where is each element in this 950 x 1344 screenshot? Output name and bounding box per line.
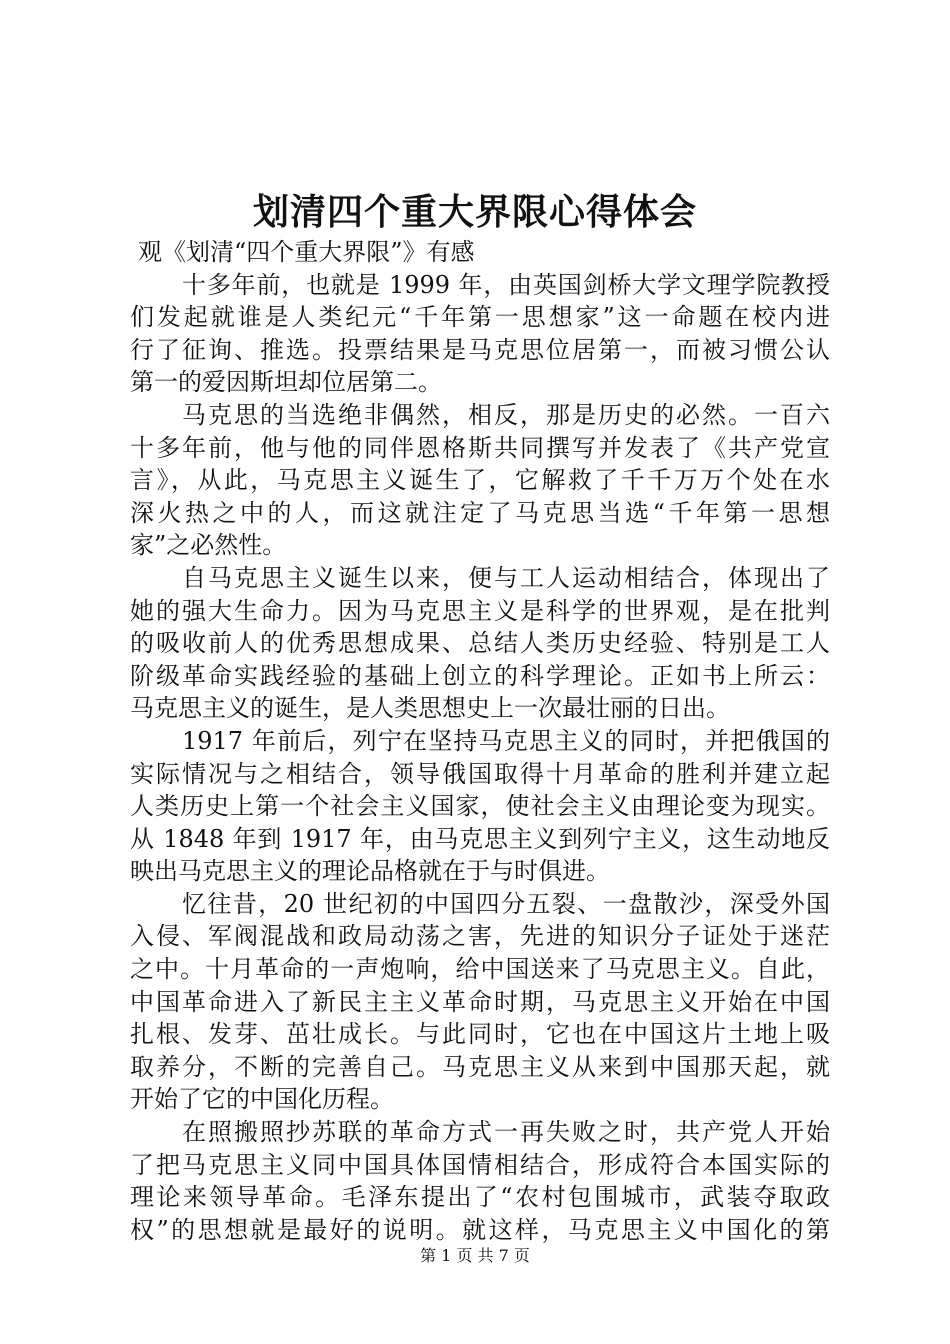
paragraph-line: 她的强大生命力。因为马克思主义是科学的世界观，是在批判	[130, 596, 830, 625]
paragraph-line: 阶级革命实践经验的基础上创立的科学理论。正如书上所云：	[130, 661, 830, 690]
paragraph-line: 在照搬照抄苏联的革命方式一再失败之时，共产党人开始	[182, 1118, 830, 1147]
document-title: 划清四个重大界限心得体会	[252, 191, 697, 233]
paragraph-line: 映出马克思主义的理论品格就在于与时俱进。	[130, 857, 610, 886]
paragraph-line: 从 1848 年到 1917 年，由马克思主义到列宁主义，这生动地反	[130, 824, 830, 853]
paragraph-line: 的吸收前人的优秀思想成果、总结人类历史经验、特别是工人	[130, 629, 830, 658]
paragraph-line: 1917 年前后，列宁在坚持马克思主义的同时，并把俄国的	[182, 726, 830, 755]
document-subtitle: 观《划清“四个重大界限”》有感	[138, 238, 475, 266]
paragraph-line: 中国革命进入了新民主主义革命时期，马克思主义开始在中国	[130, 987, 830, 1016]
paragraph-line: 行了征询、推选。投票结果是马克思位居第一，而被习惯公认	[130, 335, 830, 364]
paragraph-line: 入侵、军阀混战和政局动荡之害，先进的知识分子证处于迷茫	[130, 922, 830, 951]
page-number-footer: 第 1 页 共 7 页	[420, 1246, 530, 1265]
paragraph-line: 开始了它的中国化历程。	[130, 1085, 394, 1114]
paragraph-line: 扎根、发芽、茁壮成长。与此同时，它也在中国这片土地上吸	[130, 1020, 830, 1049]
paragraph-line: 取养分，不断的完善自己。马克思主义从来到中国那天起，就	[130, 1052, 830, 1081]
paragraph-line: 自马克思主义诞生以来，便与工人运动相结合，体现出了	[182, 563, 830, 592]
paragraph-line: 马克思的当选绝非偶然，相反，那是历史的必然。一百六	[182, 400, 830, 429]
paragraph-line: 权”的思想就是最好的说明。就这样，马克思主义中国化的第	[130, 1215, 830, 1244]
paragraph-line: 深火热之中的人，而这就注定了马克思当选“千年第一思想	[130, 498, 830, 527]
paragraph-line: 第一的爱因斯坦却位居第二。	[130, 368, 442, 397]
paragraph-line: 家”之必然性。	[130, 531, 287, 560]
paragraph-line: 了把马克思主义同中国具体国情相结合，形成符合本国实际的	[130, 1150, 830, 1179]
paragraph-line: 言》，从此，马克思主义诞生了，它解救了千千万万个处在水	[130, 466, 830, 495]
paragraph-line: 十多年前，也就是 1999 年，由英国剑桥大学文理学院教授	[182, 270, 830, 299]
paragraph-line: 之中。十月革命的一声炮响，给中国送来了马克思主义。自此，	[130, 955, 830, 984]
paragraph-line: 理论来领导革命。毛泽东提出了“农村包围城市，武装夺取政	[130, 1183, 830, 1212]
paragraph-line: 十多年前，他与他的同伴恩格斯共同撰写并发表了《共产党宣	[130, 433, 830, 462]
paragraph-line: 人类历史上第一个社会主义国家，使社会主义由理论变为现实。	[130, 792, 830, 821]
paragraph-line: 们发起就谁是人类纪元“千年第一思想家”这一命题在校内进	[130, 303, 830, 332]
paragraph-line: 忆往昔，20 世纪初的中国四分五裂、一盘散沙，深受外国	[182, 889, 830, 918]
paragraph-line: 实际情况与之相结合，领导俄国取得十月革命的胜利并建立起	[130, 759, 830, 788]
paragraph-line: 马克思主义的诞生，是人类思想史上一次最壮丽的日出。	[130, 694, 730, 723]
document-body	[130, 236, 830, 1246]
